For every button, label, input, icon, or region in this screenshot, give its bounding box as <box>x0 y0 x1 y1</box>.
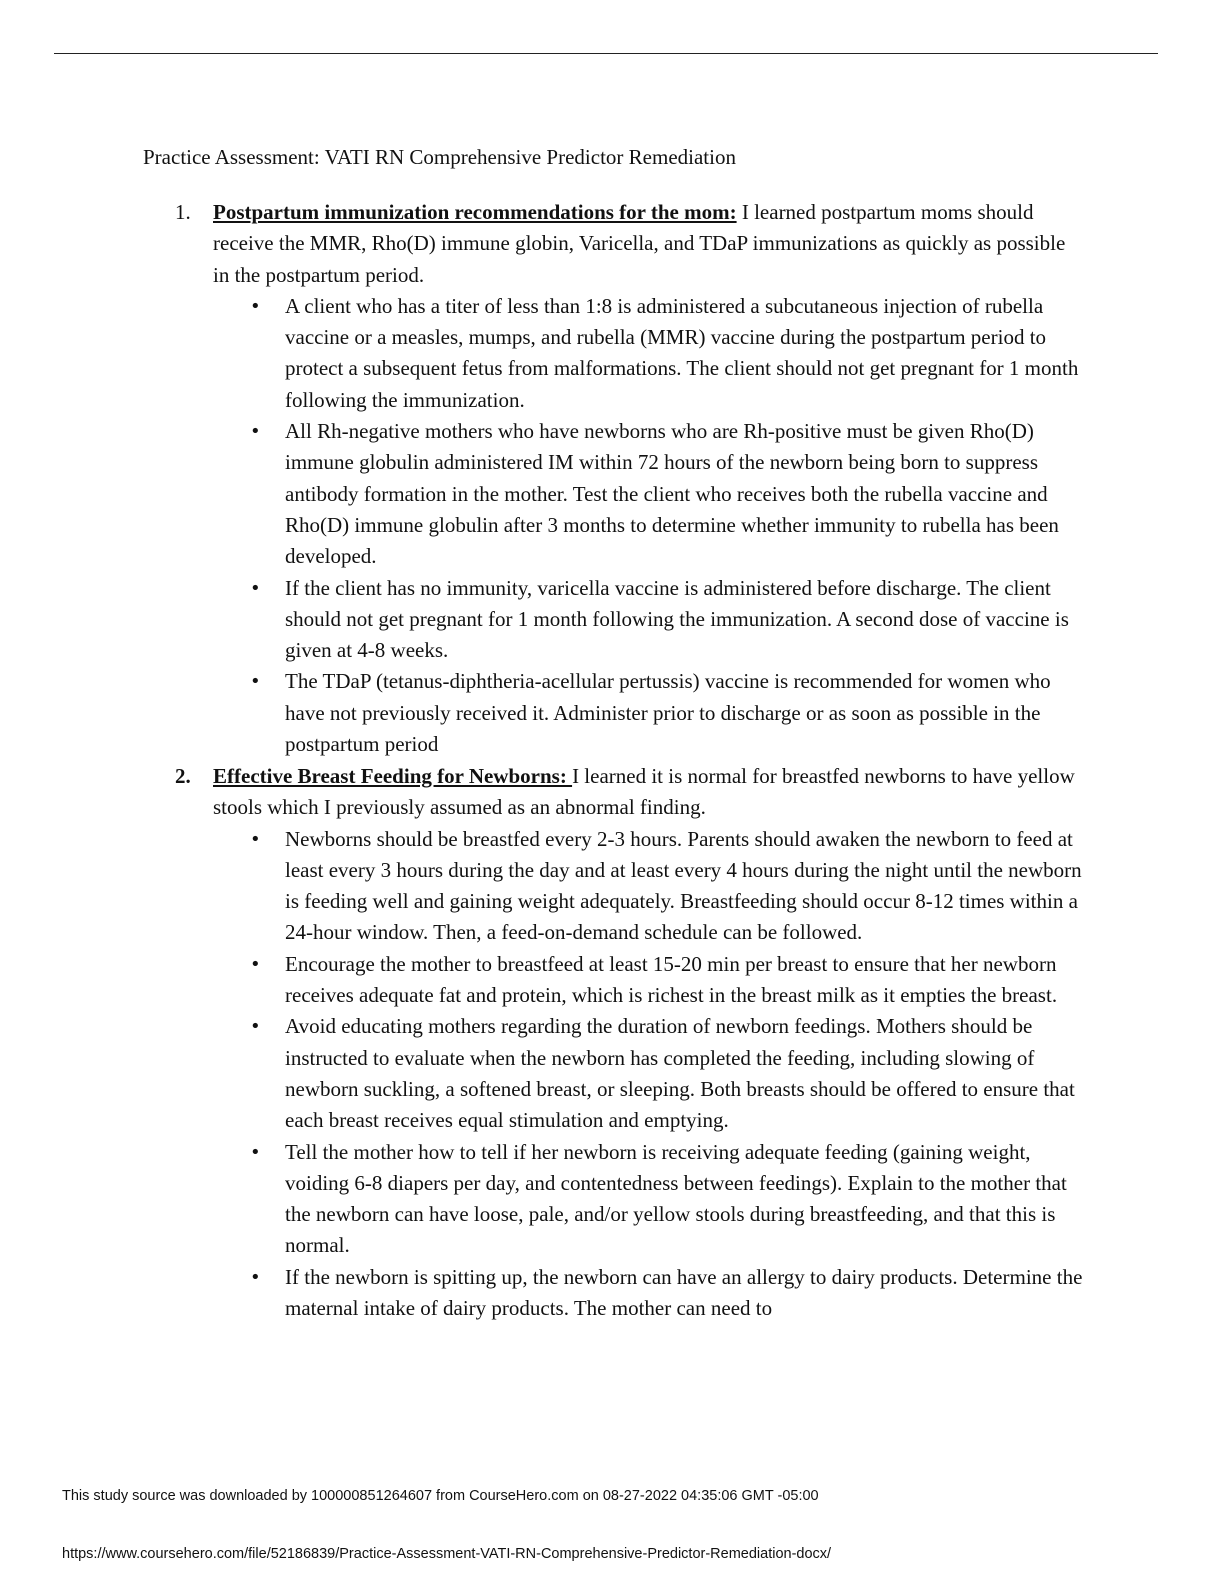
bullet-item: • The TDaP (tetanus-diphtheria-acellular pertussis) vaccine is recommended for women who have not previously received it. Administer prior to discharge or as soon as possible in the postpartum period <box>213 666 1083 760</box>
section-intro: I learned postpartum moms should receive the MMR, Rho(D) immune globin, Varicella, and TDaP immunizations as quickly as possible in the postpartum period. <box>213 200 1066 287</box>
section-number: 2. <box>175 764 191 788</box>
section-intro-paragraph <box>213 197 1083 291</box>
section-heading: Effective Breast Feeding for Newborns: <box>213 764 573 788</box>
bullet-item: • Tell the mother how to tell if her newborn is receiving adequate feeding (gaining weight, voiding 6-8 diapers per day, and contentedness between feedings). Explain to the mother that the newborn can have loose, pale, and/or yellow stools during breastfeeding, and that this is normal. <box>213 1137 1083 1262</box>
footer-url[interactable]: https://www.coursehero.com/file/52186839/Practice-Assessment-VATI-RN-Comprehensive-Predictor-Remediation-docx/ <box>62 1546 832 1562</box>
bullet-item: • If the client has no immunity, varicella vaccine is administered before discharge. The client should not get pregnant for 1 month following the immunization. A second dose of vaccine is given at 4-8 weeks. <box>213 573 1083 667</box>
section-1 <box>175 197 1083 760</box>
footer-source-line: This study source was downloaded by 100000851264607 from CourseHero.com on 08-27-2022 04:35:06 GMT -05:00 <box>62 1488 819 1504</box>
section-intro-paragraph <box>213 761 1083 824</box>
section-intro: I learned it is normal for breastfed newborns to have yellow stools which I previously assumed as an abnormal finding. <box>213 764 1075 820</box>
bullet-item: • Encourage the mother to breastfeed at least 15-20 min per breast to ensure that her newborn receives adequate fat and protein, which is richest in the breast milk as it empties the breast. <box>213 949 1083 1012</box>
bullet-item: • Newborns should be breastfed every 2-3 hours. Parents should awaken the newborn to feed at least every 3 hours during the day and at least every 4 hours during the night until the newborn is feeding well and gaining weight adequately. Breastfeeding should occur 8-12 times within a 24-hour window. Then, a feed-on-demand schedule can be followed. <box>213 824 1083 949</box>
bullet-list <box>213 291 1083 760</box>
bullet-item: • Avoid educating mothers regarding the duration of newborn feedings. Mothers should be instructed to evaluate when the newborn has completed the feeding, including slowing of newborn suckling, a softened breast, or sleeping. Both breasts should be offered to ensure that each breast receives equal stimulation and emptying. <box>213 1011 1083 1136</box>
header-rule <box>54 53 1158 54</box>
bullet-item: • All Rh-negative mothers who have newborns who are Rh-positive must be given Rho(D) immune globulin administered IM within 72 hours of the newborn being born to suppress antibody formation in the mother. Test the client who receives both the rubella vaccine and Rho(D) immune globulin after 3 months to determine whether immunity to rubella has been developed. <box>213 416 1083 572</box>
section-2 <box>175 761 1083 1324</box>
bullet-item: • If the newborn is spitting up, the newborn can have an allergy to dairy products. Determine the maternal intake of dairy products. The mother can need to <box>213 1262 1083 1325</box>
bullet-list <box>213 824 1083 1325</box>
document-title: Practice Assessment: VATI RN Comprehensive Predictor Remediation <box>143 145 736 169</box>
section-heading: Postpartum immunization recommendations for the mom: <box>213 200 737 224</box>
bullet-item: • A client who has a titer of less than 1:8 is administered a subcutaneous injection of rubella vaccine or a measles, mumps, and rubella (MMR) vaccine during the postpartum period to protect a subsequent fetus from malformations. The client should not get pregnant for 1 month following the immunization. <box>213 291 1083 416</box>
section-number: 1. <box>175 200 191 224</box>
